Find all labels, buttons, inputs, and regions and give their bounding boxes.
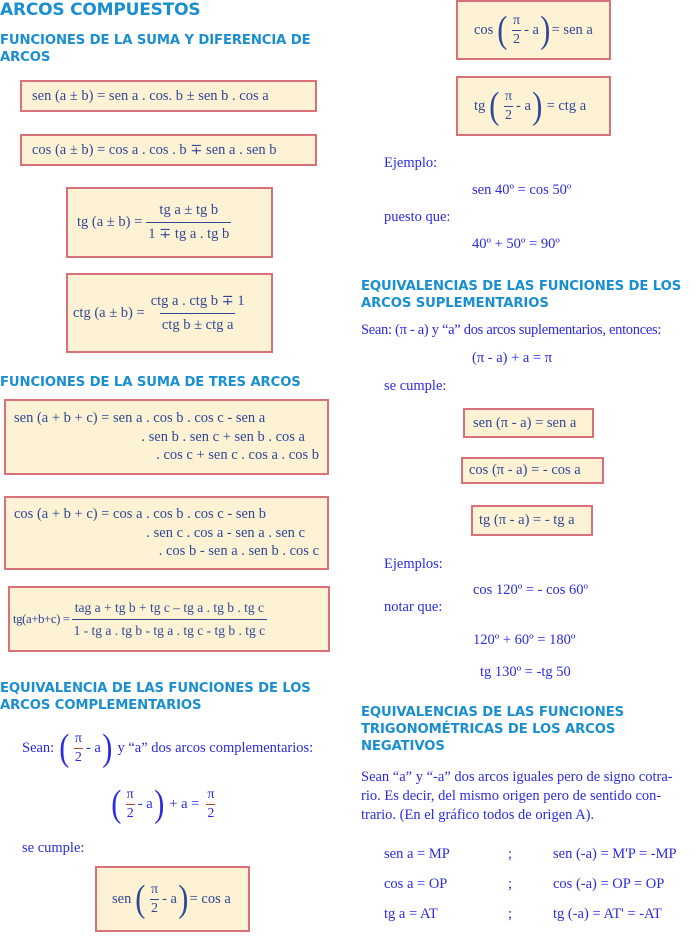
heading-line: NEGATIVOS <box>361 739 445 754</box>
formula-box-tg-suma <box>66 187 273 258</box>
heading-line: EQUIVALENCIAS DE LAS FUNCIONES DE LOS <box>361 279 682 294</box>
numerator: π <box>74 730 82 746</box>
negativos-paragraph <box>361 768 673 825</box>
fraction <box>72 600 268 639</box>
puesto-que-label: puesto que: <box>384 209 451 225</box>
left-paren: ( <box>489 85 500 127</box>
numerator: ctg a . ctg b ∓ 1 <box>150 292 245 309</box>
fraction <box>146 202 231 243</box>
heading-line: EQUIVALENCIAS DE LAS FUNCIONES <box>361 705 625 720</box>
complementarios-suma <box>110 782 218 826</box>
complementarios-sean <box>22 726 313 770</box>
pi-over-2 <box>126 787 135 822</box>
formula-box-cos-tres <box>4 496 329 570</box>
negativos-table <box>384 846 700 936</box>
text: y “a” dos arcos complementarios: <box>117 739 314 756</box>
formula-box-tg-suplementario <box>471 505 593 536</box>
row-left: tg a = AT <box>384 906 438 922</box>
pi-over-2 <box>206 787 215 822</box>
text: - a <box>85 739 101 756</box>
text: - a <box>516 97 531 114</box>
formula-text: cos (a ± b) = cos a . cos . b ∓ sen a . sen b <box>32 141 277 158</box>
table-row <box>384 846 700 876</box>
left-paren: ( <box>135 878 146 920</box>
formula-line: cos (a + b + c) = cos a . cos b . cos c - sen b <box>14 506 267 523</box>
denominator: 2 <box>504 107 512 123</box>
heading-line: EQUIVALENCIA DE LAS FUNCIONES DE LOS <box>0 681 311 696</box>
ejemplo-formula: sen 40º = cos 50º <box>472 182 572 198</box>
numerator: tag a + tg b + tg c – tg a . tg b . tg c <box>74 599 264 615</box>
table-row <box>384 876 700 906</box>
section-heading-negativos <box>361 704 624 755</box>
formula-text: tg (π - a) = - tg a <box>479 512 575 528</box>
right-paren: ) <box>102 727 113 769</box>
numerator: tg a ± tg b <box>159 202 219 218</box>
formula-box-cos-suma <box>20 134 317 166</box>
formula-text: sen (a ± b) = sen a . cos. b ± sen b . cos a <box>32 87 269 104</box>
denominator: 2 <box>151 900 159 916</box>
formula-lhs: tg (a ± b) = <box>77 214 143 230</box>
left-paren: ( <box>111 783 122 825</box>
heading-line: ARCOS COMPLEMENTARIOS <box>0 698 202 713</box>
fraction <box>149 293 247 334</box>
denominator: 1 - tg a . tg b - tg a . tg c - tg b . tg c <box>72 619 268 639</box>
formula-box-sen-suma <box>20 80 317 112</box>
numerator: π <box>126 786 134 802</box>
denominator: 2 <box>74 749 82 765</box>
formula-text: cos (π - a) = - cos a <box>469 462 581 478</box>
numerator: π <box>207 786 215 802</box>
row-separator: ; <box>508 876 513 892</box>
suplementarios-sean: Sean: (π - a) y “a” dos arcos suplementarios, entonces: <box>361 322 662 338</box>
suplementarios-suma: (π - a) + a = π <box>472 350 553 366</box>
notar-que-formula: 120º + 60º = 180º <box>473 632 576 648</box>
pi-over-2 <box>504 89 513 124</box>
denominator: ctg b ± ctg a <box>160 313 236 334</box>
formula-line: . sen c . cos a - sen a . sen c <box>146 524 305 541</box>
formula-box-cos-complementario <box>456 0 611 60</box>
right-paren: ) <box>532 85 543 127</box>
formula-box-tg-complementario <box>456 76 611 136</box>
row-separator: ; <box>508 846 513 862</box>
text: sen <box>112 890 132 907</box>
paragraph-line: Sean “a” y “-a” dos arcos iguales pero de signo cotra- <box>361 769 673 785</box>
heading-line: ARCOS SUPLEMENTARIOS <box>361 296 549 311</box>
right-paren: ) <box>178 878 189 920</box>
notar-que-label: notar que: <box>384 599 443 615</box>
formula-box-sen-suplementario <box>463 408 594 438</box>
numerator: π <box>151 881 159 897</box>
se-cumple-label: se cumple: <box>22 840 85 856</box>
heading-line: FUNCIONES DE LA SUMA Y DIFERENCIA DE <box>0 33 311 48</box>
text: Sean: <box>22 739 55 756</box>
ejemplos-label: Ejemplos: <box>384 556 443 572</box>
formula-lhs: tg(a+b+c) = <box>13 611 70 626</box>
left-paren: ( <box>497 9 508 51</box>
right-paren: ) <box>540 9 551 51</box>
section-heading-suma-diferencia <box>0 32 311 66</box>
row-right: tg (-a) = AT' = -AT <box>553 906 662 922</box>
left-paren: ( <box>59 727 70 769</box>
formula-box-sen-tres <box>4 399 329 475</box>
section-heading-tres-arcos: FUNCIONES DE LA SUMA DE TRES ARCOS <box>0 375 301 390</box>
formula-lhs: ctg (a ± b) = <box>73 304 145 321</box>
heading-line: ARCOS <box>0 50 51 65</box>
pi-over-2 <box>74 731 83 766</box>
se-cumple-label: se cumple: <box>384 378 447 394</box>
ejemplo-formula: tg 130º = -tg 50 <box>480 664 571 680</box>
page-title: ARCOS COMPUESTOS <box>0 0 201 20</box>
text: = sen a <box>551 21 593 38</box>
denominator: 1 ∓ tg a . tg b <box>146 222 231 243</box>
row-right: sen (-a) = M'P = -MP <box>553 846 677 862</box>
formula-box-cos-suplementario <box>461 457 604 484</box>
table-row <box>384 906 700 936</box>
section-heading-suplementarios <box>361 278 681 312</box>
text: - a <box>162 890 177 907</box>
row-left: cos a = OP <box>384 876 448 892</box>
numerator: π <box>513 12 521 28</box>
numerator: π <box>504 88 513 104</box>
paragraph-line: rio. Es decir, del mismo origen pero de sentido con- <box>361 788 662 804</box>
paragraph-line: trario. (En el gráfico todos de origen A). <box>361 807 595 823</box>
formula-line: . sen b . sen c + sen b . cos a <box>141 428 305 445</box>
denominator: 2 <box>207 805 215 821</box>
formula-box-sen-complementario <box>95 866 250 932</box>
row-left: sen a = MP <box>384 846 450 862</box>
text: - a <box>137 795 153 812</box>
formula-box-tg-tres <box>8 586 330 652</box>
pi-over-2 <box>512 13 521 48</box>
ejemplo-formula: cos 120º = - cos 60º <box>473 582 589 598</box>
formula-line: . cos c + sen c . cos a . cos b <box>156 447 319 464</box>
denominator: 2 <box>513 31 521 47</box>
formula-line: sen (a + b + c) = sen a . cos b . cos c - sen a <box>14 410 266 427</box>
text: = cos a <box>189 890 231 907</box>
section-heading-complementarios <box>0 680 311 714</box>
text: - a <box>524 21 539 38</box>
row-separator: ; <box>508 906 513 922</box>
denominator: 2 <box>126 805 134 821</box>
row-right: cos (-a) = OP = OP <box>553 876 665 892</box>
ejemplo-label: Ejemplo: <box>384 155 438 171</box>
right-paren: ) <box>153 783 165 825</box>
text: tg <box>474 97 486 114</box>
formula-line: . cos b - sen a . sen b . cos c <box>158 543 319 560</box>
formula-box-ctg-suma <box>66 273 273 353</box>
formula-text: sen (π - a) = sen a <box>473 414 577 431</box>
text: + a = <box>169 795 200 812</box>
heading-line: TRIGONOMÉTRICAS DE LOS ARCOS <box>361 722 616 737</box>
puesto-que-formula: 40º + 50º = 90º <box>472 236 560 252</box>
pi-over-2 <box>150 882 159 917</box>
text: cos <box>474 21 494 38</box>
text: = ctg a <box>546 97 587 114</box>
